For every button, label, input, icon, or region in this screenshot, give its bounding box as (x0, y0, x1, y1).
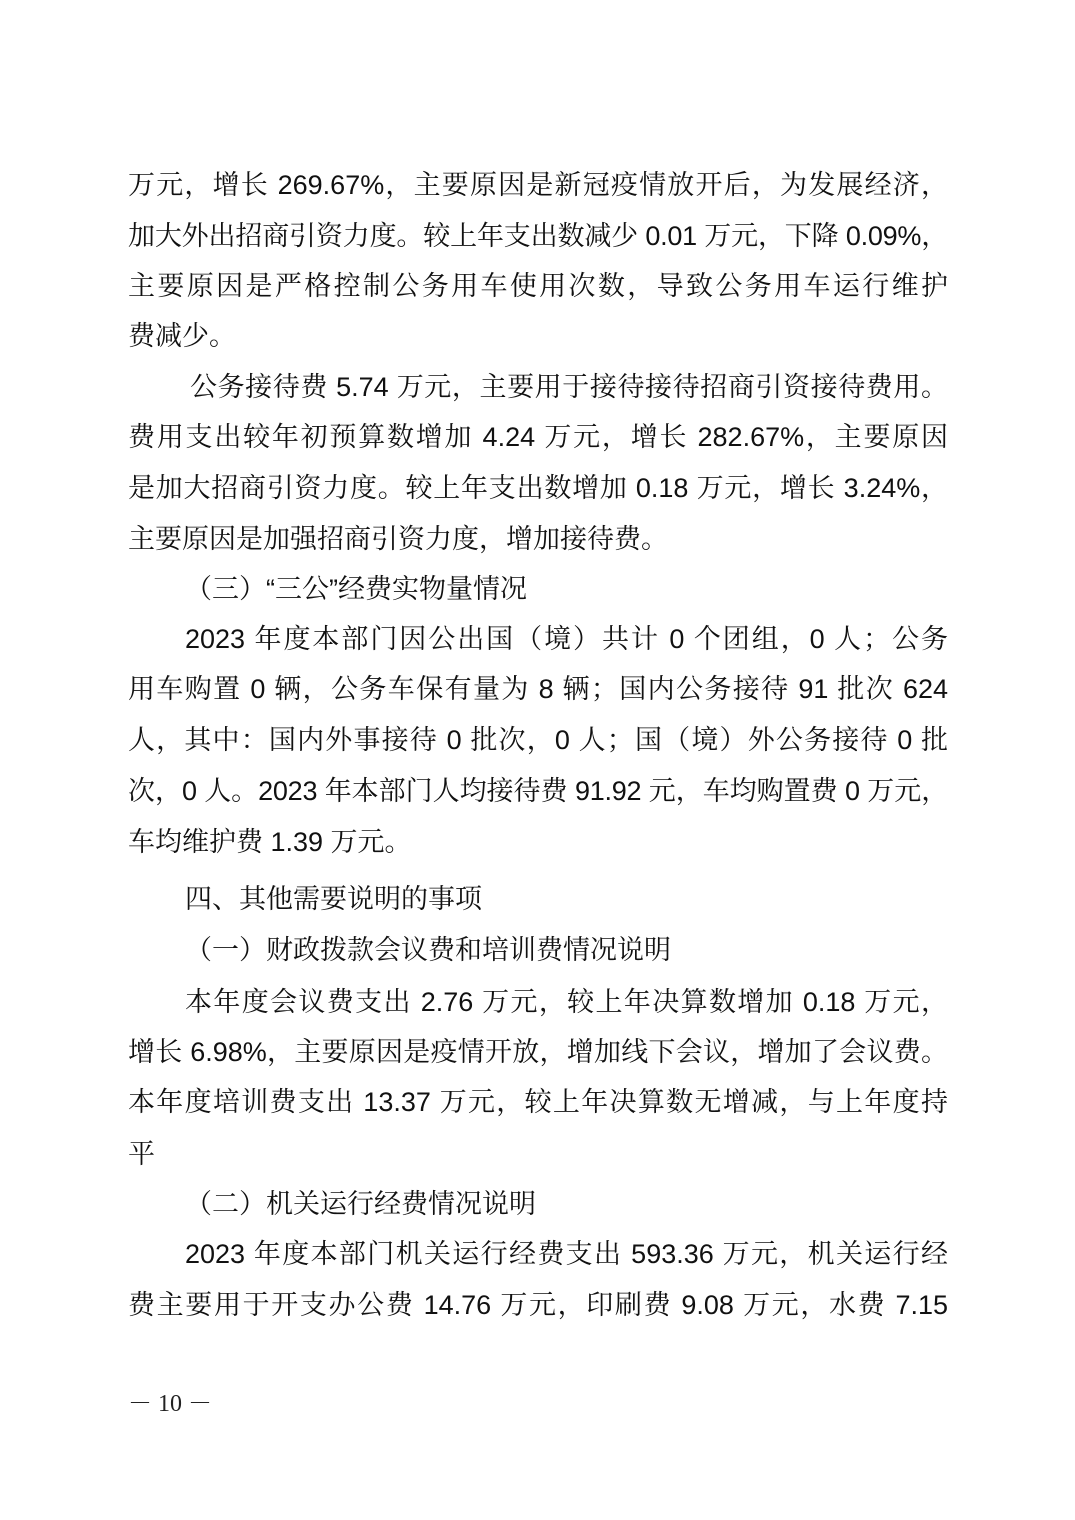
text-line: 是加大招商引资力度。较上年支出数增加 0.18 万元，增长 3.24%， (128, 473, 948, 503)
text-line: 用车购置 0 辆，公务车保有量为 8 辆；国内公务接待 91 批次 624 (128, 674, 948, 704)
section-heading: （三）“三公”经费实物量情况 (185, 574, 527, 604)
text-line: 车均维护费 1.39 万元。 (128, 827, 412, 857)
text-line: 人，其中：国内外事接待 0 批次，0 人；国（境）外公务接待 0 批 (128, 725, 948, 755)
text-line: 万元，增长 269.67%，主要原因是新冠疫情放开后，为发展经济， (128, 170, 948, 200)
text-line: 2023 年度本部门因公出国（境）共计 0 个团组，0 人；公务 (185, 624, 948, 654)
page-number: － 10 － (128, 1391, 212, 1417)
section-heading: （二）机关运行经费情况说明 (185, 1189, 536, 1219)
section-heading: （一）财政拨款会议费和培训费情况说明 (185, 935, 671, 965)
text-line: 次，0 人。2023 年本部门人均接待费 91.92 元，车均购置费 0 万元， (128, 776, 948, 806)
text-line: 2023 年度本部门机关运行经费支出 593.36 万元，机关运行经 (185, 1239, 948, 1269)
text-line: 本年度培训费支出 13.37 万元，较上年决算数无增减，与上年度持 (128, 1087, 948, 1117)
text-line: 主要原因是加强招商引资力度，增加接待费。 (128, 524, 668, 554)
section-heading: 四、其他需要说明的事项 (185, 884, 482, 914)
text-line: 平 (128, 1139, 155, 1169)
text-line: 费用支出较年初预算数增加 4.24 万元，增长 282.67%，主要原因 (128, 422, 948, 452)
text-line: 费主要用于开支办公费 14.76 万元，印刷费 9.08 万元，水费 7.15 (128, 1290, 948, 1320)
text-line: 主要原因是严格控制公务用车使用次数，导致公务用车运行维护 (128, 271, 948, 301)
text-line: 公务接待费 5.74 万元，主要用于接待接待招商引资接待费用。 (190, 372, 948, 402)
text-line: 增长 6.98%，主要原因是疫情开放，增加线下会议，增加了会议费。 (128, 1037, 948, 1067)
text-line: 加大外出招商引资力度。较上年支出数减少 0.01 万元，下降 0.09%， (128, 221, 948, 251)
text-line: 费减少。 (128, 321, 236, 351)
text-line: 本年度会议费支出 2.76 万元，较上年决算数增加 0.18 万元， (185, 987, 948, 1017)
